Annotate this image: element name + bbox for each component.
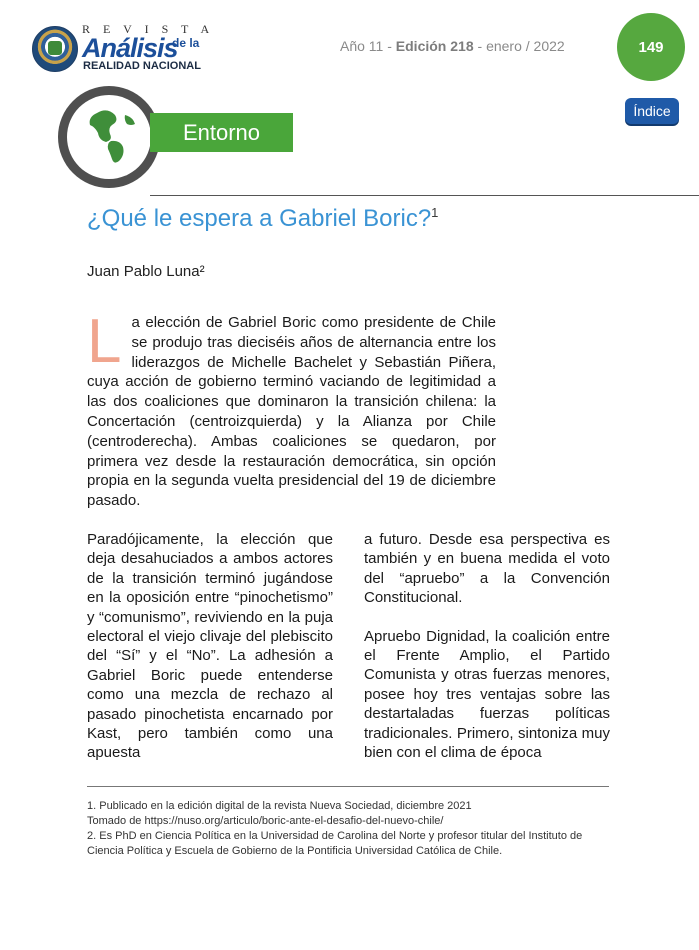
article-author: Juan Pablo Luna²: [87, 263, 205, 280]
magazine-logo: [30, 20, 220, 80]
issue-year: Año 11: [340, 38, 384, 54]
body-paragraph: a futuro. Desde esa perspectiva es también y en buena medida el voto del “apruebo” a la Convención Constitucional.: [364, 531, 610, 607]
body-column-right: [364, 530, 610, 762]
issue-separator: -: [473, 38, 487, 54]
body-column-left: [87, 530, 333, 763]
footnote-1: 1. Publicado en la edición digital de la revista Nueva Sociedad, diciembre 2021: [87, 800, 472, 812]
footnote-2: 2. Es PhD en Ciencia Política en la Universidad de Carolina del Norte y profesor titular del Instituto de Ciencia Política y Escuela de Gobierno de la Pontificia Universidad Católica de Chile.: [87, 830, 583, 857]
seal-icon: [32, 26, 78, 72]
issue-line: [340, 38, 565, 54]
section-globe: [58, 86, 160, 188]
body-paragraph: Paradójicamente, la elección que deja desahuciados a ambos actores de la transición terminó jugándose en la oposición entre “pinochetismo” y “comunismo”, reviviendo en la puja electoral el viejo clivaje del plebiscito del “Sí” y el “No”. La adhesión a Gabriel Boric puede entenderse como una mezcla de rechazo al pasado pinochetista encarnado por Kast, pero también como una apuesta: [87, 531, 333, 762]
footnote-1-source: Tomado de https://nuso.org/articulo/boric-ante-el-desafio-del-nuevo-chile/: [87, 815, 444, 827]
footnotes: [87, 799, 607, 859]
logo-dela: de la: [172, 36, 200, 50]
footnote-divider: [87, 786, 609, 787]
section-label: Entorno: [150, 113, 293, 152]
lead-paragraph: [87, 307, 496, 511]
issue-edition: Edición 218: [395, 38, 474, 54]
page-number-badge: 149: [617, 13, 685, 81]
logo-realidad: REALIDAD NACIONAL: [83, 60, 201, 72]
title-footnote-ref: 1: [431, 205, 439, 220]
body-paragraph: Apruebo Dignidad, la coalición entre el Frente Amplio, el Partido Comunista y otras fuerzas menores, posee hoy tres ventajas sobre las destartaladas fuerzas políticas tradicionales. Primero, sintoniza muy bien con el clima de época: [364, 627, 610, 762]
logo-analisis: Análisis: [82, 33, 178, 63]
issue-date: enero / 2022: [486, 38, 565, 54]
divider: [150, 195, 699, 196]
drop-cap: L: [87, 307, 122, 376]
article-title-text: ¿Qué le espera a Gabriel Boric?: [87, 205, 432, 232]
index-button[interactable]: Índice: [625, 98, 679, 124]
logo-revista: R E V I S T A: [82, 22, 215, 36]
globe-icon: [67, 95, 151, 179]
article-title: [87, 205, 438, 233]
issue-separator: -: [383, 38, 396, 54]
lead-text: a elección de Gabriel Boric como presidente de Chile se produjo tras dieciséis años de alternancia entre los liderazgos de Michelle Bachelet y Sebastián Piñera, cuya acción de gobierno terminó vaciando de legitimidad a las dos coaliciones que dominaron la transición chilena: la Concertación (centroizquierda) y la Alianza por Chile (centroderecha). Ambas coaliciones se quedaron, por primera vez desde la restauración democrática, sin opción propia en la segunda vuelta presidencial del 19 de diciembre pasado.: [87, 314, 496, 510]
